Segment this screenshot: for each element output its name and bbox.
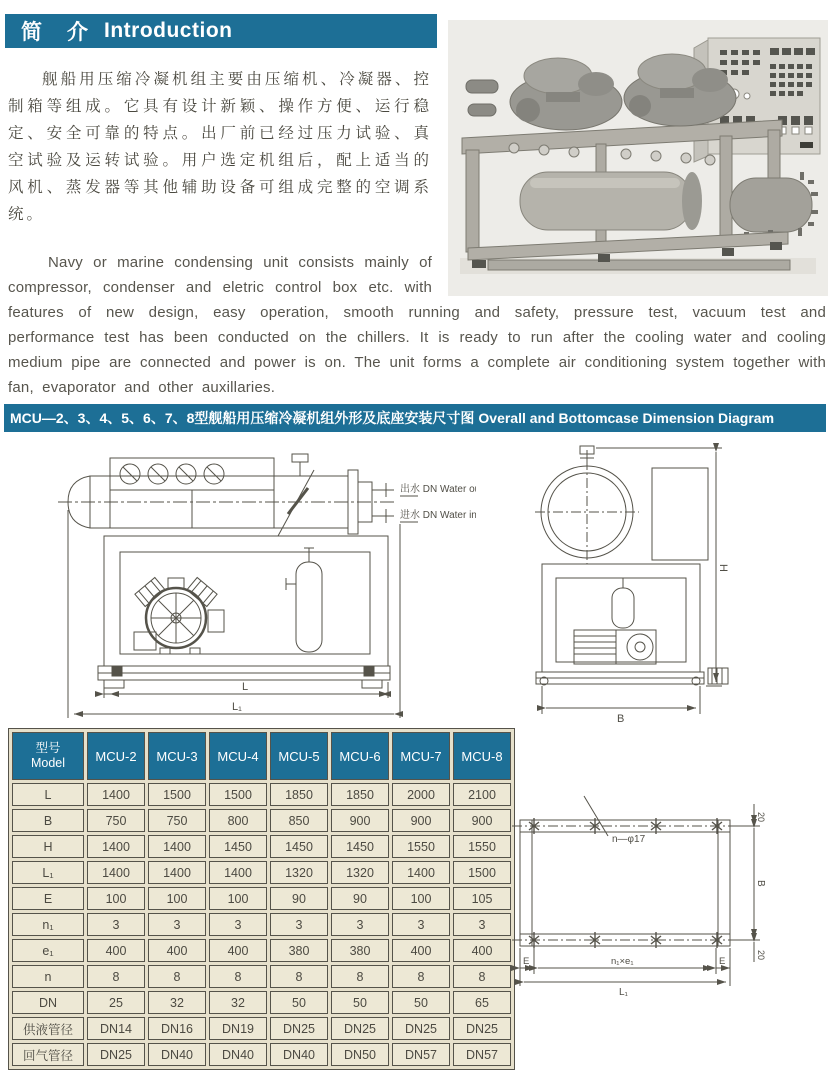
table-cell: 8	[331, 965, 389, 988]
table-cell: 3	[270, 913, 328, 936]
table-corner-cell	[12, 732, 84, 780]
table-cell: 3	[392, 913, 450, 936]
table-cell: 400	[392, 939, 450, 962]
base-dim-L1: L₁	[619, 987, 628, 998]
side-view-diagram	[512, 438, 732, 733]
table-cell: 8	[148, 965, 206, 988]
table-cell: 400	[453, 939, 511, 962]
section-title-zh: MCU—2、3、4、5、6、7、8型舰船用压缩冷凝机组外形及底座安装尺寸图	[10, 410, 475, 426]
table-cell: 105	[453, 887, 511, 910]
table-cell: 400	[148, 939, 206, 962]
table-cell: DN25	[87, 1043, 145, 1066]
table-cell: 1400	[392, 861, 450, 884]
table-cell: 100	[392, 887, 450, 910]
table-cell: 8	[392, 965, 450, 988]
front-view-diagram	[56, 440, 476, 737]
table-cell: 1400	[209, 861, 267, 884]
base-dim-20-bottom: 20	[756, 950, 766, 961]
table-cell: 1500	[453, 861, 511, 884]
section-title-en: Overall and Bottomcase Dimension Diagram	[478, 410, 775, 426]
front-dim-L: L	[242, 681, 249, 693]
table-cell: 1450	[270, 835, 328, 858]
table-cell: 380	[270, 939, 328, 962]
table-cell: 1400	[148, 835, 206, 858]
table-cell: 3	[209, 913, 267, 936]
table-row	[12, 861, 511, 884]
intro-title-en: Introduction	[104, 19, 233, 42]
table-cell: DN16	[148, 1017, 206, 1040]
front-water-in-label: 进水 DN Water in	[400, 510, 476, 521]
table-cell: 8	[270, 965, 328, 988]
table-row	[12, 1043, 511, 1066]
photo-float-spacer	[432, 66, 826, 300]
table-cell: 1400	[87, 861, 145, 884]
table-cell: 1500	[148, 783, 206, 806]
table-row	[12, 965, 511, 988]
table-cell: DN25	[331, 1017, 389, 1040]
table-cell: 1400	[148, 861, 206, 884]
table-col-header: MCU-6	[331, 732, 389, 780]
table-cell: 750	[87, 809, 145, 832]
table-row	[12, 887, 511, 910]
table-col-header: MCU-4	[209, 732, 267, 780]
table-cell: 1550	[453, 835, 511, 858]
intro-text-block	[8, 66, 826, 400]
base-dim-B: B	[755, 880, 766, 887]
front-water-out-label: 出水 DN Water out	[400, 484, 476, 495]
table-cell: DN25	[270, 1017, 328, 1040]
table-row-label: 回气管径	[12, 1043, 84, 1066]
side-dim-B: B	[617, 713, 625, 725]
table-row	[12, 1017, 511, 1040]
table-row-label: n	[12, 965, 84, 988]
base-holes-note: n—φ17	[612, 834, 646, 845]
table-cell: 50	[270, 991, 328, 1014]
table-row-label: E	[12, 887, 84, 910]
table-cell: DN25	[453, 1017, 511, 1040]
table-cell: 1450	[331, 835, 389, 858]
table-cell: 400	[87, 939, 145, 962]
table-cell: 1500	[209, 783, 267, 806]
table-cell: 32	[209, 991, 267, 1014]
table-header-row	[12, 732, 511, 780]
table-col-header: MCU-5	[270, 732, 328, 780]
table-cell: 50	[331, 991, 389, 1014]
table-row-label: L₁	[12, 861, 84, 884]
table-cell: DN40	[209, 1043, 267, 1066]
table-col-header: MCU-2	[87, 732, 145, 780]
table-cell: DN14	[87, 1017, 145, 1040]
base-dim-n1e1: n₁×e₁	[611, 956, 634, 967]
table-cell: 400	[209, 939, 267, 962]
table-cell: 100	[148, 887, 206, 910]
table-cell: 850	[270, 809, 328, 832]
table-cell: 3	[331, 913, 389, 936]
table-cell: 1850	[270, 783, 328, 806]
table-cell: 32	[148, 991, 206, 1014]
table-row-label: H	[12, 835, 84, 858]
table-cell: 90	[331, 887, 389, 910]
table-cell: 3	[148, 913, 206, 936]
table-row-label: n₁	[12, 913, 84, 936]
table-row	[12, 809, 511, 832]
table-cell: 1850	[331, 783, 389, 806]
table-cell: 1320	[331, 861, 389, 884]
base-dim-E-left: E	[523, 956, 530, 967]
table-col-header: MCU-8	[453, 732, 511, 780]
table-cell: 1550	[392, 835, 450, 858]
base-dim-E-right: E	[719, 956, 726, 967]
table-row	[12, 991, 511, 1014]
table-cell: 2000	[392, 783, 450, 806]
table-cell: DN40	[148, 1043, 206, 1066]
table-cell: 8	[453, 965, 511, 988]
model-label-zh: 型号	[35, 741, 61, 755]
table-cell: DN40	[270, 1043, 328, 1066]
table-cell: 3	[87, 913, 145, 936]
table-cell: 100	[209, 887, 267, 910]
table-cell: 25	[87, 991, 145, 1014]
table-row	[12, 939, 511, 962]
table-cell: 900	[453, 809, 511, 832]
intro-banner	[5, 14, 437, 48]
table-row-label: e₁	[12, 939, 84, 962]
table-cell: 100	[87, 887, 145, 910]
table-cell: 2100	[453, 783, 511, 806]
table-cell: 1450	[209, 835, 267, 858]
model-label-en: Model	[30, 756, 66, 770]
table-row-label: DN	[12, 991, 84, 1014]
dimension-section-banner	[4, 404, 826, 432]
intro-title-zh: 简 介	[21, 21, 90, 44]
intro-paragraph-zh: 舰船用压缩冷凝机组主要由压缩机、冷凝器、控制箱等组成。它具有设计新颖、操作方便、运行稳定、安全可靠的特点。出厂前已经过压力试验、真空试验及运转试验。用户选定机组后，配上适当的风机、蒸发器等其他辅助设备可组成完整的空调系统。	[8, 71, 432, 223]
bottomcase-plan-diagram	[498, 794, 830, 1013]
intro-paragraph-en: Navy or marine condensing unit consists mainly of compressor, condenser and eletric control box etc. with features of new design, easy operation, smooth running and safety, pressure test, vacuum test and performance test has been conducted on the chillers. It is ready to run after the cooling water and cooling medium pipe are connected and power is on. The unit forms a complete air conditioning system together with fan, evaporator and other auxillaries.	[8, 254, 826, 396]
table-row-label: 供液管径	[12, 1017, 84, 1040]
table-col-header: MCU-3	[148, 732, 206, 780]
base-dim-20-top: 20	[756, 812, 766, 823]
table-cell: 65	[453, 991, 511, 1014]
dimension-spec-table	[8, 728, 515, 1070]
table-cell: 8	[209, 965, 267, 988]
table-row	[12, 835, 511, 858]
table-cell: DN57	[453, 1043, 511, 1066]
table-cell: 1400	[87, 835, 145, 858]
table-cell: 380	[331, 939, 389, 962]
table-cell: 750	[148, 809, 206, 832]
table-cell: 1400	[87, 783, 145, 806]
table-cell: 90	[270, 887, 328, 910]
table-row-label: L	[12, 783, 84, 806]
table-row	[12, 913, 511, 936]
table-cell: 8	[87, 965, 145, 988]
table-cell: DN19	[209, 1017, 267, 1040]
table-cell: 50	[392, 991, 450, 1014]
front-dim-L1: L₁	[232, 701, 242, 713]
table-cell: DN25	[392, 1017, 450, 1040]
table-cell: DN50	[331, 1043, 389, 1066]
table-cell: 900	[331, 809, 389, 832]
table-cell: 1320	[270, 861, 328, 884]
table-col-header: MCU-7	[392, 732, 450, 780]
table-row-label: B	[12, 809, 84, 832]
table-cell: 3	[453, 913, 511, 936]
side-dim-H: H	[717, 564, 729, 572]
table-row	[12, 783, 511, 806]
table-cell: 900	[392, 809, 450, 832]
table-cell: 800	[209, 809, 267, 832]
table-cell: DN57	[392, 1043, 450, 1066]
